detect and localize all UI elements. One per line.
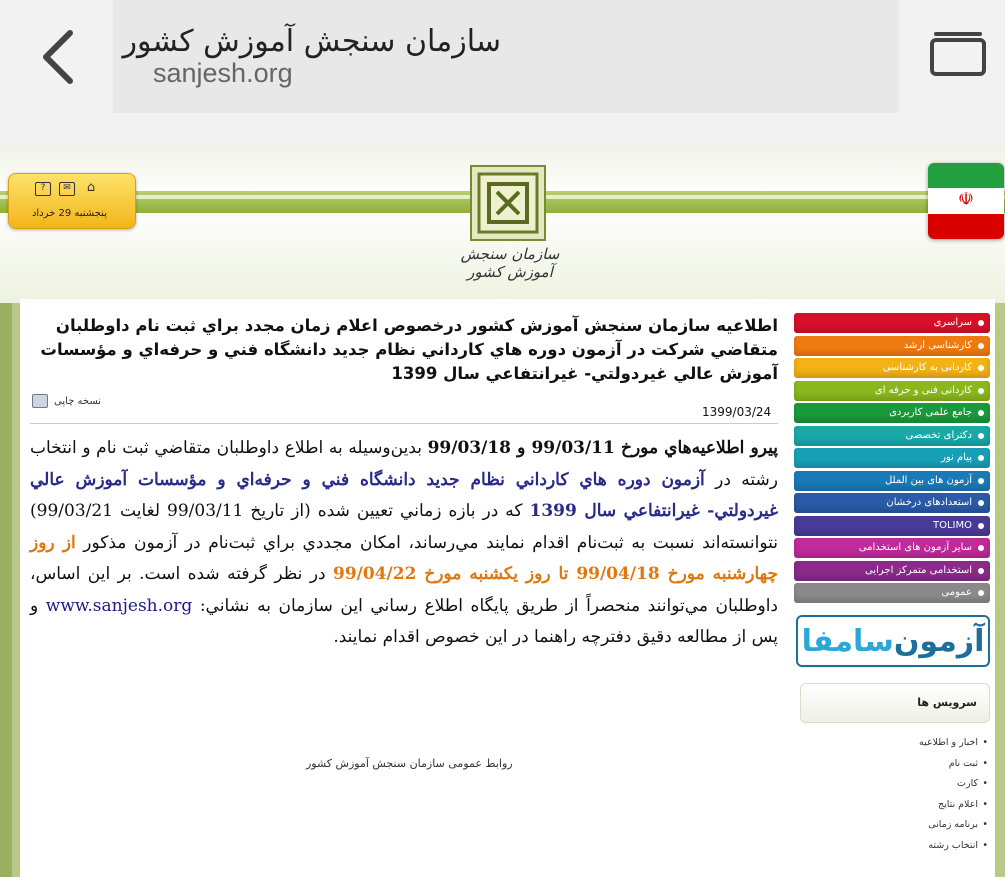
article-title: اطلاعيه سازمان سنجش آموزش كشور درخصوص اعلام زمان مجدد براي ثبت نام داوطلبان متقاضي شركت در آزمون دوره هاي كارداني نظام جديد دانشگاه فني و حرفه‌اي و مؤسسات آموزش عالي غيردولتي- غيرانتفاعي سال 1399 (40, 316, 778, 383)
sidebar-menu-item[interactable]: سایر آزمون های استخدامی (794, 538, 990, 558)
sidebar (794, 313, 990, 856)
body-text: و پس از مطالعه دقيق دفترچه راهنما در اين خصوص اقدام نمايند. (30, 595, 778, 647)
service-link[interactable]: • کارت (794, 774, 990, 795)
tools-box (8, 173, 136, 229)
divider (30, 423, 778, 424)
help-icon[interactable]: ? (35, 182, 51, 196)
sidebar-menu-item[interactable]: کاردانی به کارشناسی (794, 358, 990, 378)
services-heading: سرویس ها (800, 683, 990, 723)
service-link[interactable]: • اعلام نتایج (794, 795, 990, 816)
exam-name-text: آزمون دوره هاي كارداني نظام جديد دانشگاه فني و حرفه‌اي و مؤسسات آموزش عالي غيردولتي- غيرانتفاعي سال 1399 (30, 469, 778, 521)
sidebar-menu-item[interactable]: پیام نور (794, 448, 990, 468)
back-button[interactable] (28, 22, 88, 92)
body-bold-text: پيرو اطلاعيه‌هاي مورخ 99/03/11 و 99/03/18 (427, 438, 778, 458)
sidebar-menu-item[interactable]: استعدادهای درخشان (794, 493, 990, 513)
site-url-link[interactable]: www.sanjesh.org (45, 595, 193, 616)
exam-menu (794, 313, 990, 603)
page-domain: sanjesh.org (153, 58, 293, 88)
banner-brand-text: سامفا (801, 623, 894, 659)
print-link[interactable] (32, 394, 101, 408)
registration-period-text: از روز چهارشنبه مورخ 99/04/18 تا روز يكشنبه مورخ 99/04/22 (30, 532, 778, 584)
body-text: كه در بازه زماني تعيين شده (از تاريخ 99/03/11 لغايت 99/03/21) نتوانسته‌اند نسبت به ثبت‌نام اقدام نمايند مي‌رساند، امكان مجددي براي ثبت‌نام در آزمون مذكور (30, 501, 778, 553)
sidebar-menu-item[interactable]: دکترای تخصصی (794, 426, 990, 446)
sidebar-menu-item[interactable]: کاردانی فنی و حرفه ای (794, 381, 990, 401)
tabs-icon (928, 30, 988, 80)
browser-toolbar (0, 0, 1005, 143)
content-card (20, 299, 995, 877)
home-icon[interactable]: ⌂ (86, 180, 96, 195)
chevron-left-icon (40, 29, 76, 85)
sidebar-menu-item[interactable]: استخدامی متمرکز اجرایی (794, 561, 990, 581)
header-date: پنجشنبه 29 خرداد (31, 208, 107, 219)
tabs-button[interactable] (928, 30, 988, 80)
service-link[interactable]: • ثبت نام (794, 754, 990, 775)
sidebar-menu-item[interactable]: آزمون های بین الملل (794, 471, 990, 491)
samfa-banner[interactable] (796, 615, 990, 667)
sidebar-menu-item[interactable]: عمومی (794, 583, 990, 603)
body-text: بدين‌وسيله به اطلاع داوطلبان متقاضي ثبت نام و انتخاب رشته در (30, 438, 778, 490)
sidebar-menu-item[interactable]: سراسری (794, 313, 990, 333)
body-text: در نظر گرفته شده است. بر اين اساس، داوطلبان مي‌توانند منحصراً از طريق پايگاه اطلاع رساني اين سازمان به نشاني: (30, 564, 778, 616)
page-title: سازمان سنجش آموزش کشور (122, 24, 501, 59)
article-signature: روابط عمومی سازمان سنجش آموزش کشور (306, 757, 513, 770)
site-logo[interactable] (470, 165, 546, 241)
sidebar-menu-item[interactable]: TOLIMO (794, 516, 990, 536)
iran-flag (928, 163, 1004, 239)
printer-icon (32, 394, 48, 408)
services-list (794, 733, 990, 856)
logo-caption: سازمان سنجش آموزش کشور (460, 245, 560, 281)
print-label: نسخه چاپی (54, 395, 102, 407)
site-header (0, 143, 1005, 303)
logo-emblem-icon (475, 170, 541, 236)
banner-text: آزمون (893, 623, 985, 659)
service-link[interactable]: • انتخاب رشته (794, 836, 990, 857)
article-date: 1399/03/24 (702, 405, 772, 419)
mail-icon[interactable]: ✉ (59, 182, 75, 196)
flag-emblem-icon: ☫ (957, 189, 975, 211)
news-article (30, 309, 788, 877)
address-bar[interactable] (113, 0, 899, 113)
service-link[interactable]: • اخبار و اطلاعیه (794, 733, 990, 754)
sidebar-menu-item[interactable]: کارشناسی ارشد (794, 336, 990, 356)
article-body (30, 433, 778, 654)
web-page (0, 143, 1005, 877)
sidebar-menu-item[interactable]: جامع علمی کاربردی (794, 403, 990, 423)
service-link[interactable]: • برنامه زمانی (794, 815, 990, 836)
